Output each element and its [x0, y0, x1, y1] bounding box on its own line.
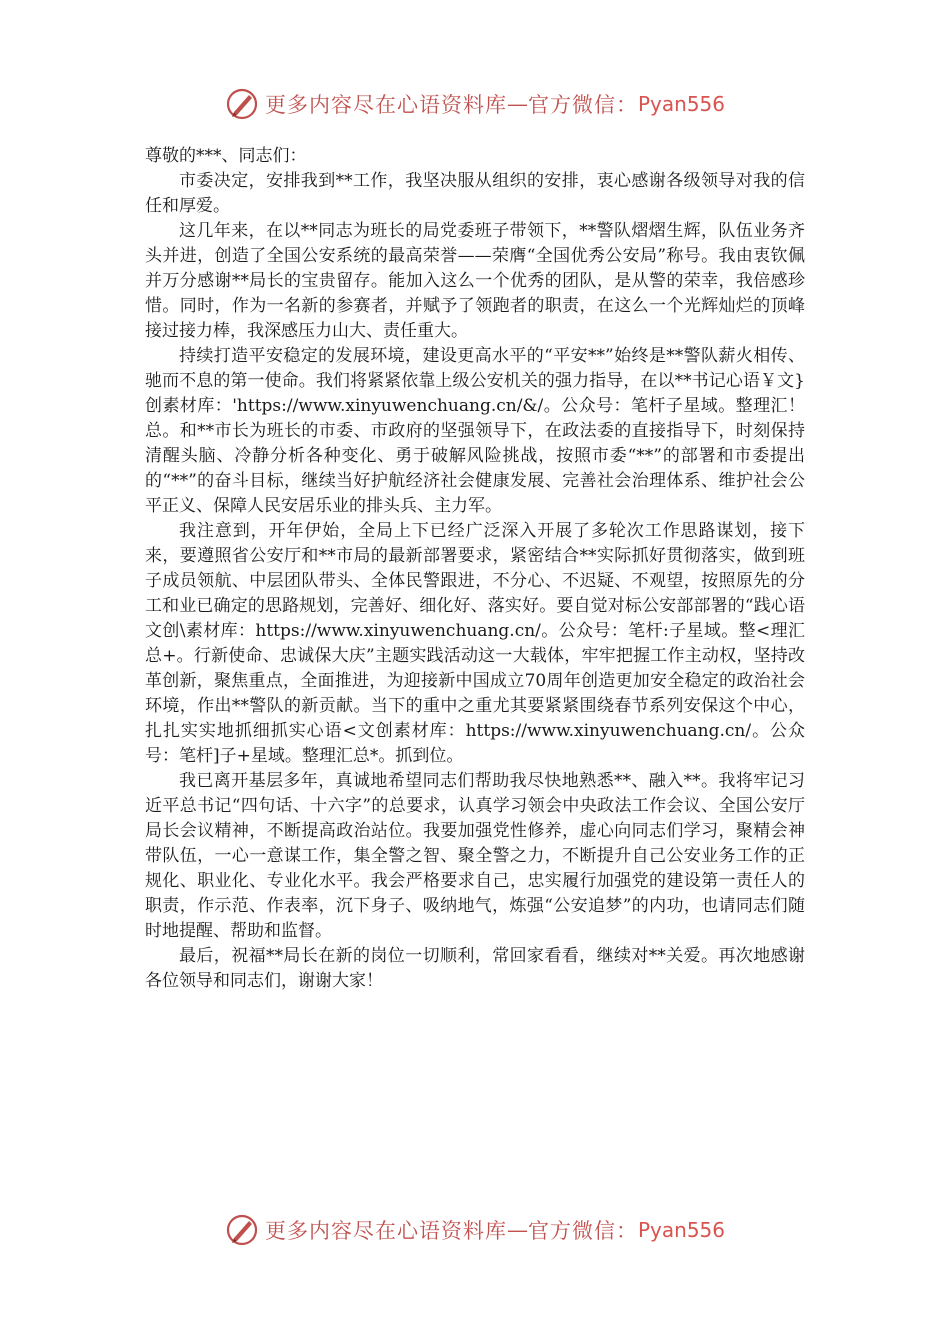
banner-contact-id: Pyan556	[637, 92, 725, 116]
paragraph: 我已离开基层多年，真诚地希望同志们帮助我尽快地熟悉**、融入**。我将牢记习近平总书记“四句话、十六字”的总要求，认真学习领会中央政法工作会议、全国公安厅局长会议精神，不断提高政治站位。我要加强党性修养，虚心向同志们学习，聚精会神带队伍，一心一意谋工作，集全警之智、聚全警之力，不断提升自己公安业务工作的正规化、职业化、专业化水平。我会严格要求自己，忠实履行加强党的建设第一责任人的职责，作示范、作表率，沉下身子、吸纳地气，炼强“公安追梦”的内功，也请同志们随时地提醒、帮助和监督。	[145, 771, 805, 941]
banner-brand-text: 更多内容尽在心语资料库	[264, 1219, 507, 1243]
banner-brand-text: 更多内容尽在心语资料库	[264, 93, 507, 117]
footer-banner	[0, 1210, 950, 1250]
banner-separator: —	[506, 1218, 528, 1242]
banner-contact-id: Pyan556	[637, 1218, 725, 1242]
paragraph: 最后，祝福**局长在新的岗位一切顺利，常回家看看，继续对**关爱。再次地感谢各位领导和同志们，谢谢大家！	[145, 946, 805, 991]
paragraph: 持续打造平安稳定的发展环境，建设更高水平的“平安**”始终是**警队薪火相传、驰而不息的第一使命。我们将紧紧依靠上级公安机关的强力指导，在以**书记心语￥文}创素材库：'https://www.xinyuwenchuang.cn/&/。公众号：笔杆子星域。整理汇！总。和**市长为班长的市委、市政府的坚强领导下，在政法委的直接指导下，时刻保持清醒头脑、冷静分析各种变化、勇于破解风险挑战，按照市委“**”的部署和市委提出的“**”的奋斗目标，继续当好护航经济社会健康发展、完善社会治理体系、维护社会公平正义、保障人民安居乐业的排头兵、主力军。	[145, 346, 805, 516]
banner-contact-label: 官方微信：	[527, 1219, 638, 1243]
header-banner	[0, 84, 950, 124]
paragraph: 这几年来，在以**同志为班长的局党委班子带领下，**警队熠熠生辉，队伍业务齐头并进，创造了全国公安系统的最高荣誉——荣膺“全国优秀公安局”称号。我由衷钦佩并万分感谢**局长的宝贵留存。能加入这么一个优秀的团队，是从警的荣幸，我倍感珍惜。同时，作为一名新的参赛者，并赋予了领跑者的职责，在这么一个光辉灿烂的顶峰接过接力棒，我深感压力山大、责任重大。	[145, 221, 805, 341]
salutation: 尊敬的***、同志们：	[145, 146, 307, 166]
pen-circle-icon	[225, 1213, 259, 1247]
paragraph: 我注意到，开年伊始，全局上下已经广泛深入开展了多轮次工作思路谋划，接下来，要遵照省公安厅和**市局的最新部署要求，紧密结合**实际抓好贯彻落实，做到班子成员领航、中层团队带头、全体民警跟进，不分心、不迟疑、不观望，按照原先的分工和业已确定的思路规划，完善好、细化好、落实好。要自觉对标公安部部署的“践心语文创\素材库：https://www.xinyuwenchuang.cn/。公众号：笔杆:子星域。整<理汇总+。行新使命、忠诚保大庆”主题实践活动这一大载体，牢牢把握工作主动权，坚持改革创新，聚焦重点，全面推进，为迎接新中国成立70周年创造更加安全稳定的政治社会环境，作出**警队的新贡献。当下的重中之重尤其要紧紧围绕春节系列安保这个中心，扎扎实实地抓细抓实心语<文创素材库：https://www.xinyuwenchuang.cn/。公众号：笔杆]子+星域。整理汇总*。抓到位。	[145, 521, 805, 766]
paragraph: 市委决定，安排我到**工作，我坚决服从组织的安排，衷心感谢各级领导对我的信任和厚爱。	[145, 171, 805, 216]
banner-contact-label: 官方微信：	[527, 93, 638, 117]
document-body	[145, 144, 805, 994]
banner-separator: —	[506, 92, 528, 116]
pen-circle-icon	[225, 87, 259, 121]
